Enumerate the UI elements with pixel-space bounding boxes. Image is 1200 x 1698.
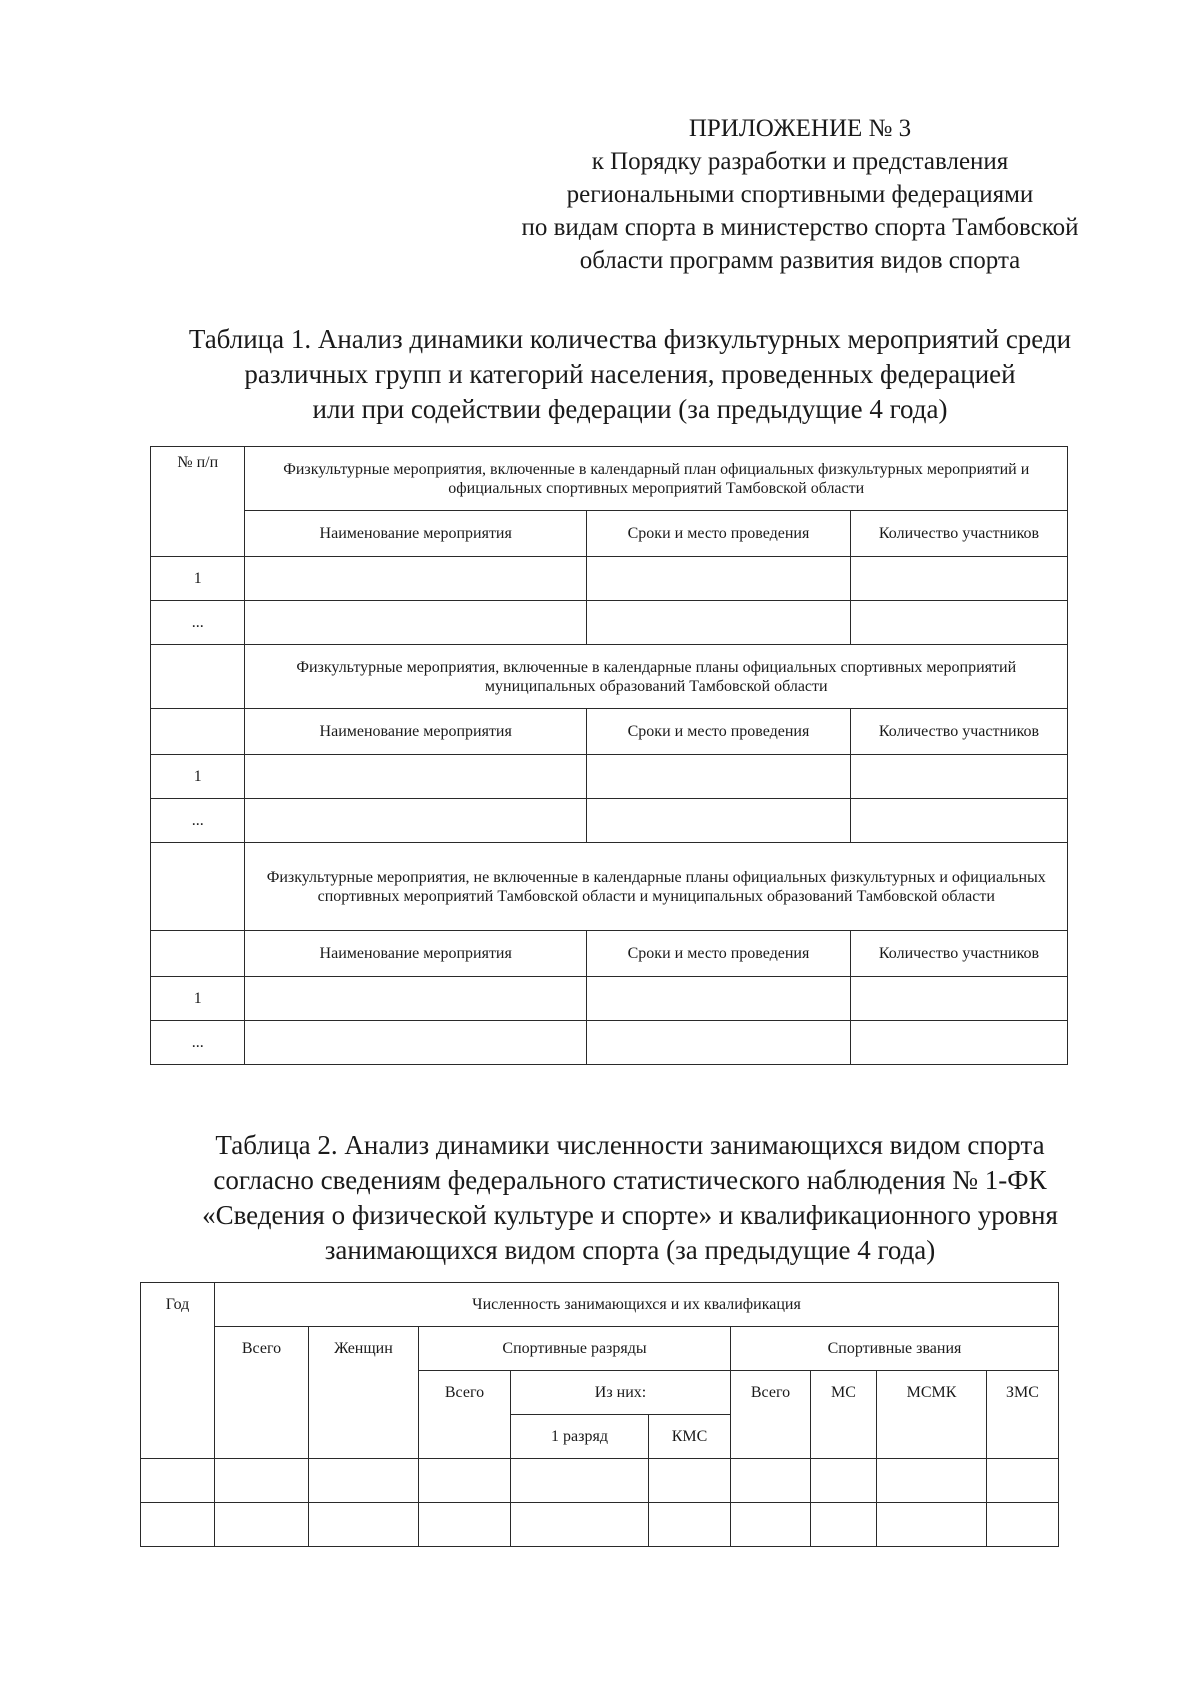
table-cell	[811, 1503, 877, 1547]
table1-title-line: различных групп и категорий населения, проведенных федерацией	[244, 359, 1016, 389]
section-title: Физкультурные мероприятия, включенные в календарный план официальных физкультурных мероприятий и официальных спортивных мероприятий Тамбовской области	[245, 447, 1068, 511]
table1-title-line: Таблица 1. Анализ динамики количества физкультурных мероприятий среди	[188, 324, 1072, 354]
appendix-line: ПРИЛОЖЕНИЕ № 3	[688, 115, 912, 142]
column-header: Сроки и место проведения	[586, 511, 850, 557]
table-row	[151, 1021, 1068, 1065]
table-cell	[851, 755, 1068, 799]
zms-header: ЗМС	[987, 1371, 1059, 1459]
table-cell	[649, 1459, 731, 1503]
table1-title	[150, 322, 1110, 427]
column-header: Сроки и место проведения	[586, 709, 850, 755]
table-row	[151, 799, 1068, 843]
table-cell	[586, 557, 850, 601]
table-cell	[245, 601, 586, 645]
table-cell	[987, 1503, 1059, 1547]
row-number: 1	[151, 977, 245, 1021]
row-number: ...	[151, 1021, 245, 1065]
column-header: Наименование мероприятия	[245, 709, 586, 755]
row-number: 1	[151, 755, 245, 799]
table-row	[151, 557, 1068, 601]
table-cell	[586, 1021, 850, 1065]
column-header: Наименование мероприятия	[245, 931, 586, 977]
section-title: Физкультурные мероприятия, включенные в календарные планы официальных спортивных мероприятий муниципальных образований Тамбовской области	[245, 645, 1068, 709]
table-cell	[215, 1503, 309, 1547]
table-row	[151, 977, 1068, 1021]
table-cell	[851, 799, 1068, 843]
appendix-line: региональными спортивными федерациями	[566, 181, 1034, 208]
table-cell	[586, 799, 850, 843]
table-cell	[245, 1021, 586, 1065]
table-cell	[151, 931, 245, 977]
table-row	[141, 1459, 1059, 1503]
table-cell	[851, 977, 1068, 1021]
rank1-header: 1 разряд	[511, 1415, 649, 1459]
titles-total-header: Всего	[731, 1371, 811, 1459]
titles-header: Спортивные звания	[731, 1327, 1059, 1371]
column-header: Количество участников	[851, 931, 1068, 977]
table1-title-line: или при содействии федерации (за предыдущие 4 года)	[312, 394, 948, 424]
table-cell	[811, 1459, 877, 1503]
table-cell	[851, 557, 1068, 601]
table-cell	[245, 799, 586, 843]
column-header: Количество участников	[851, 511, 1068, 557]
table-cell	[245, 977, 586, 1021]
column-header: Сроки и место проведения	[586, 931, 850, 977]
table-cell	[987, 1459, 1059, 1503]
table-cell	[215, 1459, 309, 1503]
kms-header: КМС	[649, 1415, 731, 1459]
row-number: 1	[151, 557, 245, 601]
table-cell	[851, 601, 1068, 645]
table-cell	[877, 1459, 987, 1503]
appendix-line: области программ развития видов спорта	[579, 247, 1021, 274]
table2-title	[150, 1128, 1110, 1268]
section-title: Физкультурные мероприятия, не включенные в календарные планы официальных физкультурных и официальных спортивных мероприятий Тамбовской области и муниципальных образований Тамбовской области	[245, 843, 1068, 931]
year-header: Год	[141, 1283, 215, 1459]
ranks-header: Спортивные разряды	[419, 1327, 731, 1371]
ranks-total-header: Всего	[419, 1371, 511, 1459]
table-row	[151, 601, 1068, 645]
table-cell	[141, 1459, 215, 1503]
table2-title-line: «Сведения о физической культуре и спорте» и квалификационного уровня	[202, 1200, 1058, 1230]
table-cell	[877, 1503, 987, 1547]
table-cell	[731, 1503, 811, 1547]
table-cell	[151, 843, 245, 931]
appendix-line: к Порядку разработки и представления	[591, 148, 1009, 175]
table-cell	[419, 1503, 511, 1547]
table1	[150, 446, 1068, 1065]
table2-title-line: занимающихся видом спорта (за предыдущие 4 года)	[324, 1235, 936, 1265]
table-cell	[245, 557, 586, 601]
table-row	[141, 1503, 1059, 1547]
table-cell	[309, 1503, 419, 1547]
table2	[140, 1282, 1059, 1547]
table2-title-line: согласно сведениям федерального статистического наблюдения № 1-ФК	[213, 1165, 1047, 1195]
table-cell	[151, 645, 245, 709]
row-number: ...	[151, 601, 245, 645]
table-cell	[245, 755, 586, 799]
table-cell	[649, 1503, 731, 1547]
women-header: Женщин	[309, 1327, 419, 1459]
appendix-header	[470, 112, 1130, 277]
column-header: Наименование мероприятия	[245, 511, 586, 557]
appendix-line: по видам спорта в министерство спорта Тамбовской	[521, 214, 1079, 241]
msmk-header: МСМК	[877, 1371, 987, 1459]
column-header: Количество участников	[851, 709, 1068, 755]
table-row	[151, 755, 1068, 799]
table-cell	[586, 977, 850, 1021]
group-header: Численность занимающихся и их квалификация	[215, 1283, 1059, 1327]
table-cell	[419, 1459, 511, 1503]
table-cell	[141, 1503, 215, 1547]
table-cell	[511, 1459, 649, 1503]
num-header: № п/п	[151, 447, 245, 557]
table-cell	[731, 1459, 811, 1503]
total-header: Всего	[215, 1327, 309, 1459]
table2-title-line: Таблица 2. Анализ динамики численности занимающихся видом спорта	[215, 1130, 1045, 1160]
table-cell	[309, 1459, 419, 1503]
of-them-header: Из них:	[511, 1371, 731, 1415]
table-cell	[586, 755, 850, 799]
table-cell	[586, 601, 850, 645]
table-cell	[511, 1503, 649, 1547]
table-cell	[151, 709, 245, 755]
table-cell	[851, 1021, 1068, 1065]
ms-header: МС	[811, 1371, 877, 1459]
row-number: ...	[151, 799, 245, 843]
